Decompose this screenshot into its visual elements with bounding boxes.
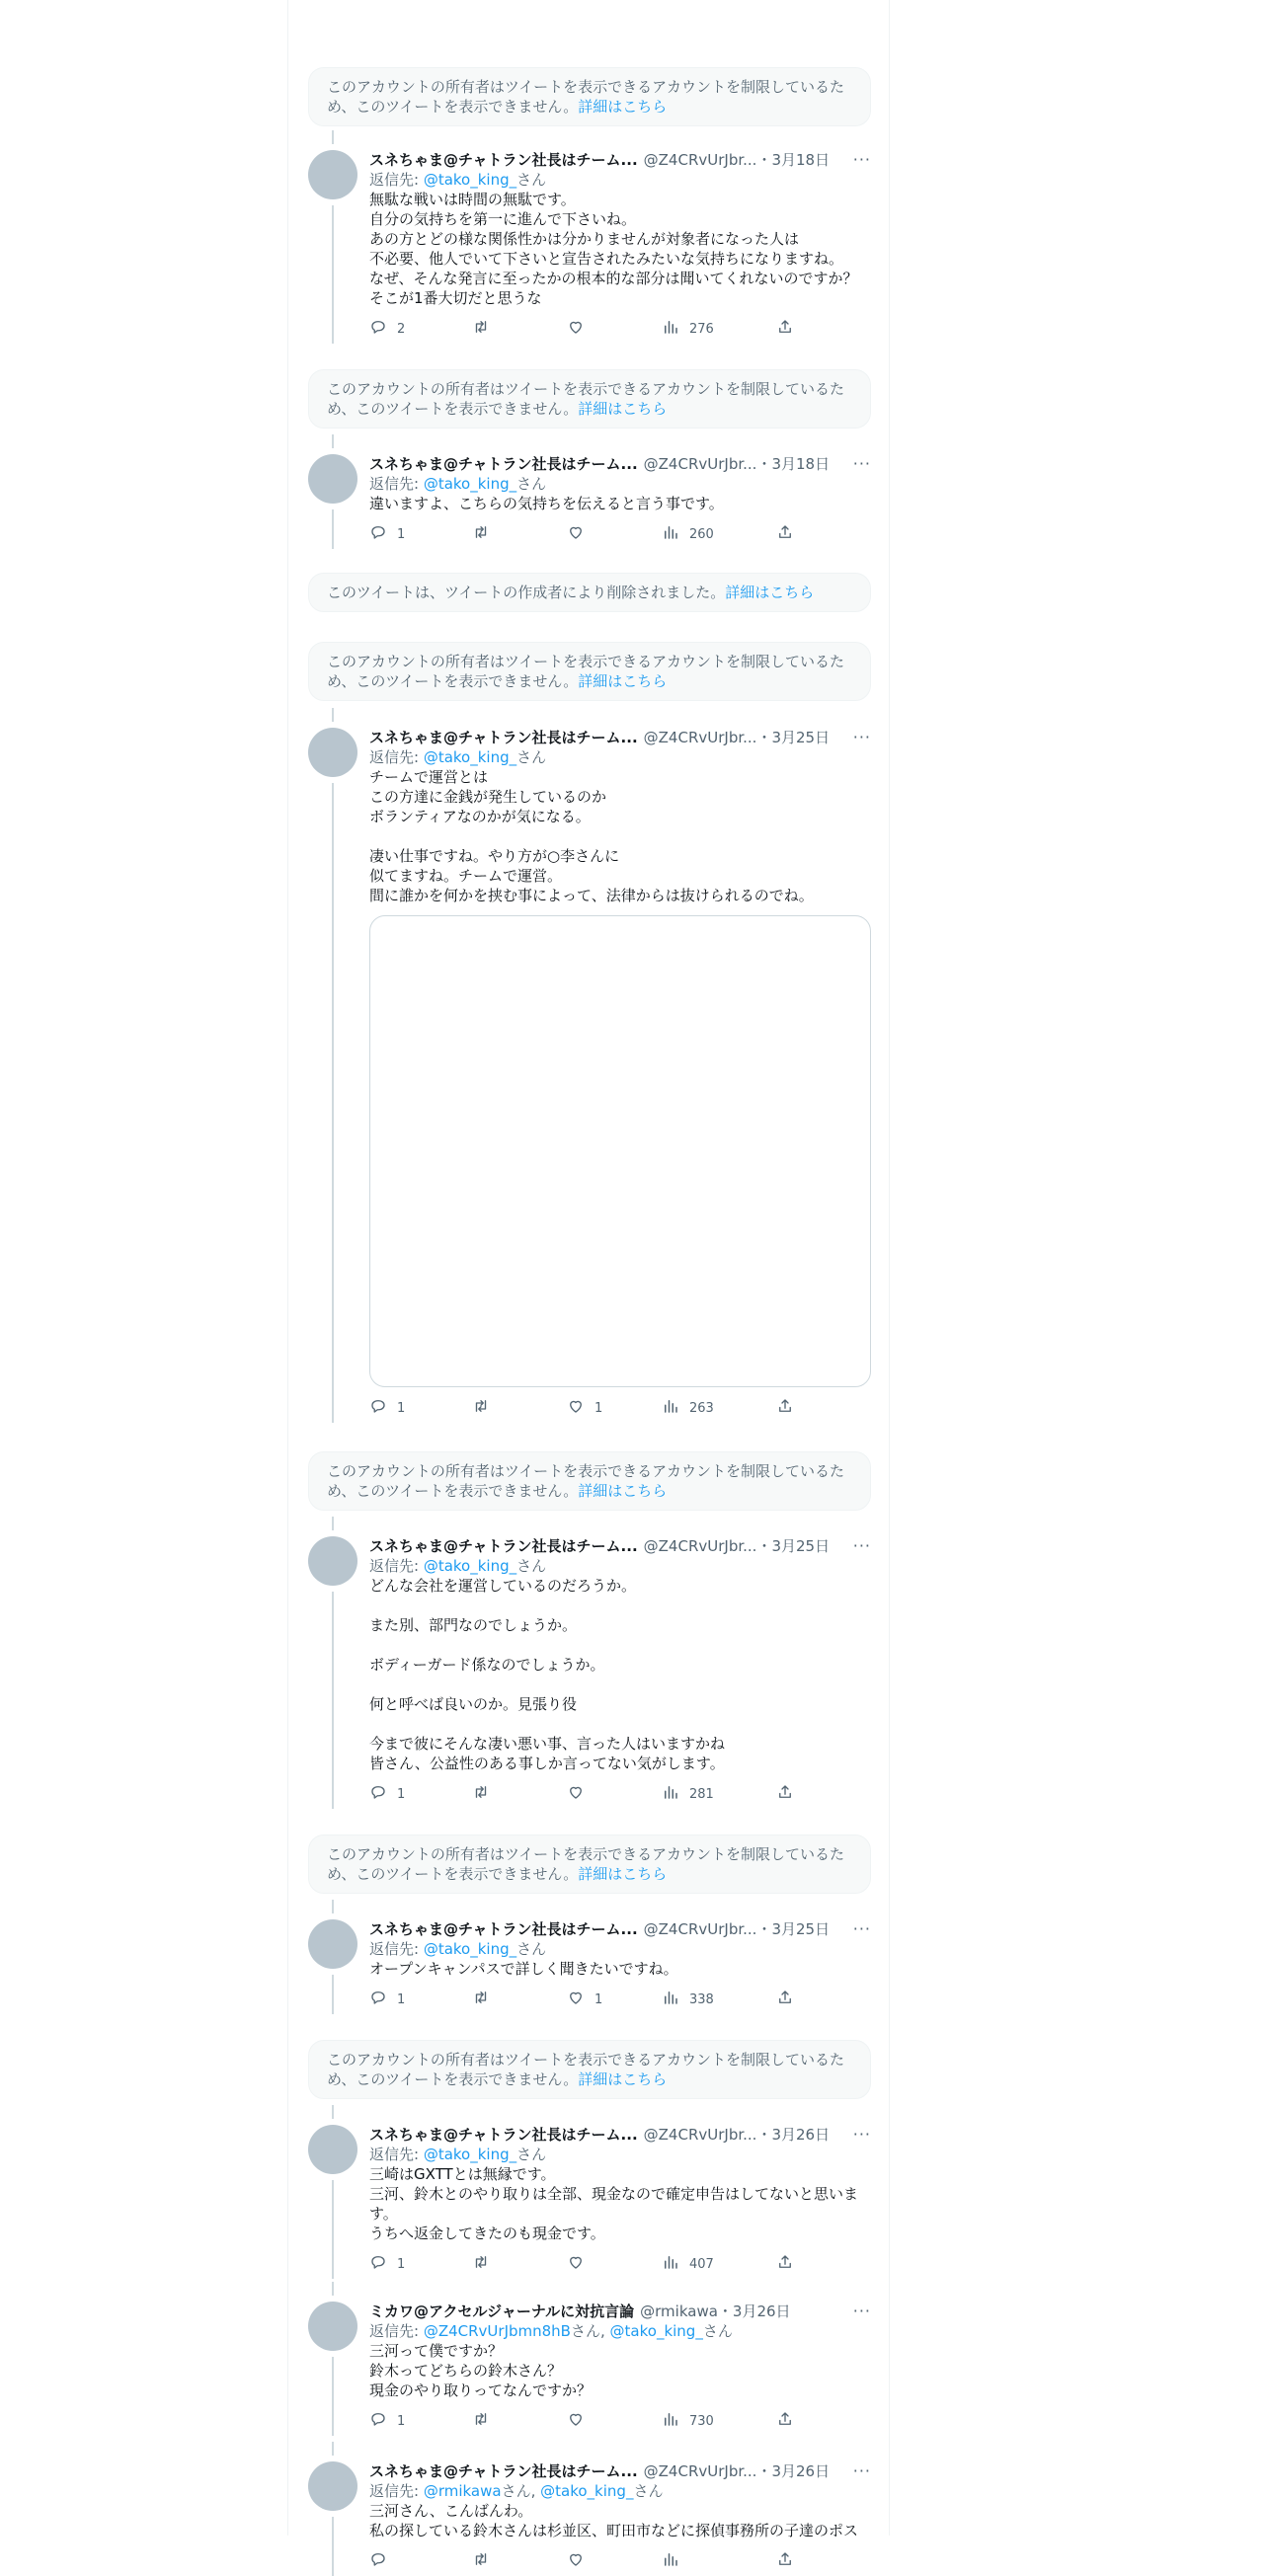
reply-suffix: さん	[702, 2322, 733, 2340]
tweet-text-line: 間に誰かを何かを挟む事によって、法律からは抜けられるのでね。	[369, 887, 814, 904]
user-handle[interactable]: @Z4CRvUrJbr...	[643, 2462, 757, 2480]
retweet-button[interactable]	[472, 320, 500, 340]
reply-separator: ,	[530, 2482, 541, 2500]
reply-to-line	[369, 170, 871, 190]
tweet-text-line	[369, 1714, 871, 1734]
more-options-icon[interactable]: ···	[852, 728, 871, 746]
retweet-icon	[472, 523, 490, 548]
retweet-icon	[472, 1397, 490, 1422]
views-count: 260	[689, 527, 714, 542]
notice-text: このアカウントの所有者はツイートを表示できるアカウントを制限しているため、このツイートを表示できません。	[327, 1845, 844, 1883]
thread-line	[332, 2357, 334, 2436]
reply-count: 1	[397, 527, 406, 542]
tweet-text	[369, 2501, 871, 2540]
tweet-text-line: この方達に金銭が発生しているのか	[369, 788, 607, 806]
thread-connector	[332, 2282, 334, 2296]
retweet-icon	[472, 2410, 490, 2435]
avatar[interactable]	[308, 728, 357, 777]
user-handle[interactable]: @Z4CRvUrJbr...	[643, 2126, 757, 2144]
restricted-notice	[308, 67, 871, 126]
learn-more-link[interactable]: 詳細はこちら	[578, 672, 668, 690]
avatar[interactable]	[308, 150, 357, 199]
tweet-date[interactable]: ・3月26日	[756, 2126, 831, 2144]
tweet-header	[369, 728, 871, 747]
thread-line	[332, 205, 334, 344]
reply-to-line	[369, 1939, 871, 1959]
tweet-text	[369, 190, 871, 308]
retweet-button[interactable]	[472, 2255, 500, 2275]
reply-icon	[369, 2253, 387, 2278]
reply-icon	[369, 1783, 387, 1808]
display-name[interactable]: スネちゃま@チャトラン社長はチーム...	[369, 2462, 638, 2480]
reply-to-link[interactable]: @tako_king_	[423, 1557, 517, 1575]
tweet-text-line: 鈴木ってどちらの鈴木さん？	[369, 2362, 563, 2380]
restricted-notice	[308, 1834, 871, 1894]
thread-line	[332, 2517, 334, 2576]
tweet-header	[369, 1919, 871, 1939]
reply-count: 1	[397, 1401, 406, 1416]
reply-to-line	[369, 2145, 871, 2164]
tweet-text-line: 無駄な戦いは時間の無駄です。	[369, 191, 576, 208]
tweet-text-line: そこが1番大切だと思うな	[369, 289, 542, 307]
reply-suffix: さん	[516, 1557, 547, 1575]
share-icon	[776, 2410, 794, 2435]
reply-suffix: さん	[516, 1940, 547, 1958]
avatar[interactable]	[308, 2302, 357, 2351]
tweet-text-line	[369, 826, 871, 846]
reply-button[interactable]	[369, 2412, 405, 2432]
share-button[interactable]	[776, 320, 794, 340]
share-button[interactable]	[776, 2255, 794, 2275]
tweet-body	[369, 454, 871, 545]
views-button[interactable]	[662, 2412, 714, 2432]
reply-to-link[interactable]: @tako_king_	[423, 475, 517, 493]
retweet-icon	[472, 2550, 490, 2575]
views-button[interactable]	[662, 525, 714, 545]
reply-icon	[369, 1989, 387, 2013]
display-name[interactable]: スネちゃま@チャトラン社長はチーム...	[369, 1537, 638, 1555]
like-button[interactable]	[567, 2552, 594, 2572]
notice-text: このツイートは、ツイートの作成者により削除されました。	[327, 584, 726, 601]
tweet-actions	[369, 525, 871, 545]
tweet-text-line: 三河さん、こんばんわ。	[369, 2502, 533, 2520]
tweet-text	[369, 1576, 871, 1773]
reply-prefix: 返信先:	[369, 171, 424, 189]
reply-icon	[369, 523, 387, 548]
reply-button[interactable]	[369, 1991, 405, 2010]
views-count: 263	[689, 1401, 714, 1416]
thread-connector	[332, 708, 334, 722]
reply-button[interactable]	[369, 2255, 405, 2275]
reply-prefix: 返信先:	[369, 475, 424, 493]
views-icon	[662, 318, 679, 343]
tweet-body	[369, 1536, 871, 1805]
tweet-text-line: 今まで彼にそんな凄い悪い事、言った人はいますかね	[369, 1735, 726, 1753]
tweet-text-line: 三河って僕ですか？	[369, 2342, 504, 2360]
user-handle[interactable]: @rmikawa	[640, 2303, 718, 2320]
views-button[interactable]	[662, 1399, 714, 1419]
like-button[interactable]	[567, 1991, 602, 2010]
reply-prefix: 返信先:	[369, 1940, 424, 1958]
like-count: 1	[594, 1401, 603, 1416]
tweet-text-line: ボディーガード係なのでしょうか。	[369, 1656, 605, 1674]
tweet-text-line: 私の探している鈴木さんは杉並区、町田市などに探偵事務所の子達のポス	[369, 2522, 859, 2539]
tweet-body	[369, 150, 871, 340]
more-options-icon[interactable]: ···	[852, 454, 871, 473]
like-button[interactable]	[567, 1785, 594, 1805]
like-button[interactable]	[567, 320, 594, 340]
tweet-body	[369, 2125, 871, 2275]
like-icon	[567, 2410, 585, 2435]
display-name[interactable]: スネちゃま@チャトラン社長はチーム...	[369, 1920, 638, 1938]
like-icon	[567, 1989, 585, 2013]
reply-to-link[interactable]: @Z4CRvUrJbmn8hB	[423, 2322, 571, 2340]
deleted-notice	[308, 573, 871, 612]
display-name[interactable]: ミカワ@アクセルジャーナルに対抗言論	[369, 2303, 635, 2320]
retweet-button[interactable]	[472, 2412, 500, 2432]
tweet-header	[369, 2302, 871, 2321]
views-count: 407	[689, 2257, 714, 2272]
tweet-text-line: オープンキャンパスで詳しく聞きたいですね。	[369, 1960, 678, 1978]
restricted-notice	[308, 1451, 871, 1511]
reply-icon	[369, 2410, 387, 2435]
tweet-date[interactable]: ・3月25日	[756, 1537, 831, 1555]
learn-more-link[interactable]: 詳細はこちら	[578, 2070, 668, 2088]
thread-line	[332, 2180, 334, 2279]
tweet-text-line: 凄い仕事ですね。やり方が○李さんに	[369, 847, 620, 865]
thread-connector	[332, 130, 334, 144]
tweet-text-line	[369, 1675, 871, 1694]
display-name[interactable]: スネちゃま@チャトラン社長はチーム...	[369, 455, 638, 473]
avatar[interactable]	[308, 1536, 357, 1586]
tweet-actions	[369, 2552, 871, 2572]
tweet-text-line: 現金のやり取りってなんですか？	[369, 2381, 593, 2399]
more-options-icon[interactable]: ···	[852, 1536, 871, 1555]
tweet-actions	[369, 1991, 871, 2010]
tweet-text-line: 三崎はGXTTとは無縁です。	[369, 2165, 556, 2183]
tweet-actions	[369, 2255, 871, 2275]
learn-more-link[interactable]: 詳細はこちら	[578, 98, 668, 116]
views-button[interactable]	[662, 1785, 714, 1805]
tweet-text-line: 何と呼べば良いのか。見張り役	[369, 1695, 578, 1713]
reply-count: 1	[397, 1787, 406, 1802]
more-options-icon[interactable]: ···	[852, 2461, 871, 2480]
reply-icon	[369, 318, 387, 343]
more-options-icon[interactable]: ···	[852, 2125, 871, 2144]
reply-count: 1	[397, 1992, 406, 2007]
views-count: 276	[689, 322, 714, 337]
tweet-text-line: あの方とどの様な関係性かは分かりませんが対象者になった人は	[369, 230, 800, 248]
like-button[interactable]	[567, 1399, 602, 1419]
display-name[interactable]: スネちゃま@チャトラン社長はチーム...	[369, 729, 638, 746]
tweet-date[interactable]: ・3月26日	[717, 2303, 791, 2320]
views-button[interactable]	[662, 2552, 689, 2572]
reply-icon	[369, 2550, 387, 2575]
reply-button[interactable]	[369, 1399, 405, 1419]
user-handle[interactable]: @Z4CRvUrJbr...	[643, 729, 757, 746]
tweet-text-line	[369, 1596, 871, 1615]
like-icon	[567, 2253, 585, 2278]
thread-connector	[332, 1900, 334, 1913]
retweet-icon	[472, 2253, 490, 2278]
tweet-text-line: 不必要、他人でいて下さいと宣告されたみたいな気持ちになりますね。	[369, 250, 844, 268]
avatar[interactable]	[308, 454, 357, 504]
views-button[interactable]	[662, 1991, 714, 2010]
share-button[interactable]	[776, 1399, 794, 1419]
reply-icon	[369, 1397, 387, 1422]
tweet-date[interactable]: ・3月25日	[756, 729, 831, 746]
tweet-date[interactable]: ・3月18日	[756, 455, 831, 473]
thread-connector	[332, 434, 334, 448]
learn-more-link[interactable]: 詳細はこちら	[578, 400, 668, 418]
views-icon	[662, 523, 679, 548]
reply-prefix: 返信先:	[369, 748, 424, 766]
like-icon	[567, 318, 585, 343]
share-button[interactable]	[776, 1991, 794, 2010]
share-button[interactable]	[776, 1785, 794, 1805]
tweet-actions	[369, 1399, 871, 1419]
avatar[interactable]	[308, 2461, 357, 2511]
user-handle[interactable]: @Z4CRvUrJbr...	[643, 1920, 757, 1938]
retweet-icon	[472, 1783, 490, 1808]
tweet-date[interactable]: ・3月18日	[756, 151, 831, 169]
views-icon	[662, 1783, 679, 1808]
reply-to-link[interactable]: @tako_king_	[423, 171, 517, 189]
notice-text: このアカウントの所有者はツイートを表示できるアカウントを制限しているため、このツイートを表示できません。	[327, 78, 844, 116]
tweet-text	[369, 2341, 871, 2400]
retweet-button[interactable]	[472, 1399, 500, 1419]
display-name[interactable]: スネちゃま@チャトラン社長はチーム...	[369, 151, 638, 169]
reply-suffix: さん	[516, 748, 547, 766]
reply-suffix: さん	[501, 2482, 531, 2500]
notice-text: このアカウントの所有者はツイートを表示できるアカウントを制限しているため、このツイートを表示できません。	[327, 380, 844, 418]
views-icon	[662, 2410, 679, 2435]
reply-button[interactable]	[369, 1785, 405, 1805]
tweet-date[interactable]: ・3月25日	[756, 1920, 831, 1938]
views-button[interactable]	[662, 320, 714, 340]
reply-prefix: 返信先:	[369, 2482, 424, 2500]
notice-text: このアカウントの所有者はツイートを表示できるアカウントを制限しているため、このツイートを表示できません。	[327, 653, 844, 690]
notice-text: このアカウントの所有者はツイートを表示できるアカウントを制限しているため、このツイートを表示できません。	[327, 2051, 844, 2088]
thread-line	[332, 783, 334, 1423]
views-icon	[662, 2550, 679, 2575]
thread-line	[332, 1975, 334, 2014]
avatar[interactable]	[308, 2125, 357, 2174]
tweet-text-line: 皆さん、公益性のある事しか言ってない気がします。	[369, 1755, 725, 1772]
thread-line	[332, 1592, 334, 1809]
tweet-text	[369, 1959, 871, 1979]
reply-to-link[interactable]: @tako_king_	[423, 1940, 517, 1958]
reply-prefix: 返信先:	[369, 2322, 424, 2340]
tweet-text-line: ボランティアなのかが気になる。	[369, 808, 591, 825]
reply-button[interactable]	[369, 2552, 397, 2572]
tweet-header	[369, 454, 871, 474]
thread-connector	[332, 1517, 334, 1530]
tweet-body	[369, 728, 871, 1419]
more-options-icon[interactable]: ···	[852, 2302, 871, 2320]
share-icon	[776, 1989, 794, 2013]
notice-text: このアカウントの所有者はツイートを表示できるアカウントを制限しているため、このツイートを表示できません。	[327, 1462, 844, 1500]
reply-button[interactable]	[369, 320, 405, 340]
reply-to-link[interactable]: @tako_king_	[423, 2146, 517, 2163]
reply-to-line	[369, 474, 871, 494]
retweet-icon	[472, 1989, 490, 2013]
learn-more-link[interactable]: 詳細はこちら	[578, 1865, 668, 1883]
reply-count: 1	[397, 2414, 406, 2429]
tweet-actions	[369, 320, 871, 340]
like-icon	[567, 2550, 585, 2575]
tweet-actions	[369, 2412, 871, 2432]
like-count: 1	[594, 1992, 603, 2007]
thread-line	[332, 509, 334, 549]
thread-connector	[332, 2442, 334, 2456]
like-icon	[567, 523, 585, 548]
like-icon	[567, 1397, 585, 1422]
views-icon	[662, 1989, 679, 2013]
share-icon	[776, 523, 794, 548]
learn-more-link[interactable]: 詳細はこちら	[578, 1482, 668, 1500]
reply-suffix: さん	[516, 171, 547, 189]
reply-to-line	[369, 747, 871, 767]
retweet-button[interactable]	[472, 1991, 500, 2010]
restricted-notice	[308, 369, 871, 429]
reply-to-line	[369, 2321, 871, 2341]
retweet-button[interactable]	[472, 525, 500, 545]
reply-suffix: さん	[516, 2146, 547, 2163]
reply-to-link[interactable]: @rmikawa	[423, 2482, 502, 2500]
reply-suffix: さん	[570, 2322, 600, 2340]
more-options-icon[interactable]: ···	[852, 150, 871, 169]
retweet-button[interactable]	[472, 2552, 500, 2572]
share-icon	[776, 2550, 794, 2575]
tweet-text-line: チームで運営とは	[369, 768, 489, 786]
tweet-header	[369, 150, 871, 170]
restricted-notice	[308, 642, 871, 701]
reply-separator: ,	[600, 2322, 610, 2340]
tweet-body	[369, 2461, 871, 2572]
share-button[interactable]	[776, 2552, 794, 2572]
learn-more-link[interactable]: 詳細はこちら	[725, 584, 815, 601]
tweet-text	[369, 2164, 871, 2243]
user-handle[interactable]: @Z4CRvUrJbr...	[643, 1537, 757, 1555]
share-icon	[776, 1397, 794, 1422]
reply-count: 1	[397, 2257, 406, 2272]
tweet-text-line: うちへ返金してきたのも現金です。	[369, 2225, 605, 2242]
tweet-text-line: 自分の気持ちを第一に進んで下さいね。	[369, 210, 637, 228]
more-options-icon[interactable]: ···	[852, 1919, 871, 1938]
like-button[interactable]	[567, 525, 594, 545]
tweet-text-line: 三河、鈴木とのやり取りは全部、現金なので確定申告はしてないと思います。	[369, 2185, 859, 2223]
tweet-text	[369, 494, 871, 513]
tweet-text-line: なぜ、そんな発言に至ったかの根本的な部分は聞いてくれないのですか？	[369, 270, 858, 287]
tweet-text-line: 違いますよ、こちらの気持ちを伝えると言う事です。	[369, 495, 724, 512]
avatar[interactable]	[308, 1919, 357, 1969]
like-icon	[567, 1783, 585, 1808]
restricted-notice	[308, 2040, 871, 2099]
reply-suffix: さん	[633, 2482, 664, 2500]
views-count: 338	[689, 1992, 714, 2007]
like-button[interactable]	[567, 2412, 594, 2432]
views-count: 281	[689, 1787, 714, 1802]
reply-to-line	[369, 2481, 871, 2501]
retweet-button[interactable]	[472, 1785, 500, 1805]
tweet-date[interactable]: ・3月26日	[756, 2462, 831, 2480]
tweet-text-line	[369, 1635, 871, 1655]
views-icon	[662, 2253, 679, 2278]
share-icon	[776, 318, 794, 343]
tweet-header	[369, 1536, 871, 1556]
timeline-column	[287, 0, 890, 2539]
reply-suffix: さん	[516, 475, 547, 493]
tweet-header	[369, 2461, 871, 2481]
reply-to-link[interactable]: @tako_king_	[540, 2482, 634, 2500]
reply-to-line	[369, 1556, 871, 1576]
user-handle[interactable]: @Z4CRvUrJbr...	[643, 455, 757, 473]
tweet-body	[369, 2302, 871, 2432]
retweet-icon	[472, 318, 490, 343]
tweet-text-line: どんな会社を運営しているのだろうか。	[369, 1577, 637, 1595]
share-button[interactable]	[776, 525, 794, 545]
views-button[interactable]	[662, 2255, 714, 2275]
reply-count: 2	[397, 322, 406, 337]
views-icon	[662, 1397, 679, 1422]
user-handle[interactable]: @Z4CRvUrJbr...	[643, 151, 757, 169]
tweet-text-line: 似てますね。チームで運営。	[369, 867, 563, 885]
tweet-header	[369, 2125, 871, 2145]
views-count: 730	[689, 2414, 714, 2429]
reply-prefix: 返信先:	[369, 2146, 424, 2163]
reply-button[interactable]	[369, 525, 405, 545]
reply-to-link[interactable]: @tako_king_	[423, 748, 517, 766]
reply-prefix: 返信先:	[369, 1557, 424, 1575]
tweet-body	[369, 1919, 871, 2010]
share-icon	[776, 1783, 794, 1808]
display-name[interactable]: スネちゃま@チャトラン社長はチーム...	[369, 2126, 638, 2144]
tweet-actions	[369, 1785, 871, 1805]
share-icon	[776, 2253, 794, 2278]
tweet-text	[369, 767, 871, 905]
tweet-media[interactable]	[369, 915, 871, 1387]
share-button[interactable]	[776, 2412, 794, 2432]
tweet-text-line: また別、部門なのでしょうか。	[369, 1616, 578, 1634]
like-button[interactable]	[567, 2255, 594, 2275]
reply-to-link[interactable]: @tako_king_	[609, 2322, 703, 2340]
thread-connector	[332, 2105, 334, 2119]
